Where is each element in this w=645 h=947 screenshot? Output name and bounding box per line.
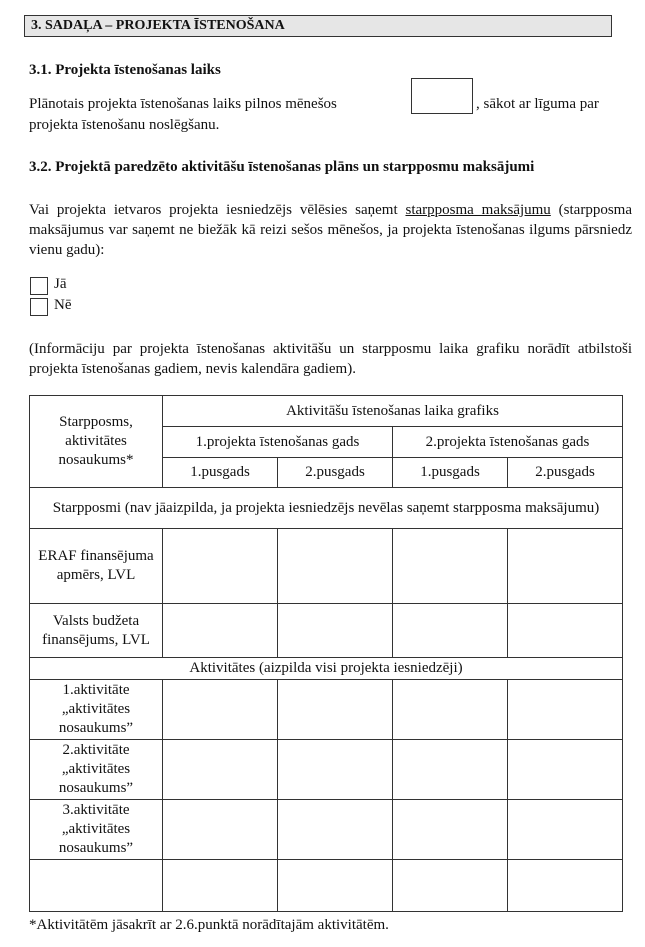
- table-cell[interactable]: [508, 800, 623, 860]
- table-cell[interactable]: [393, 800, 508, 860]
- duration-text-before: Plānotais projekta īstenošanas laiks pilnos mēnešos: [29, 96, 337, 112]
- half-year-header: 1.pusgads: [163, 458, 278, 488]
- aktivitates-header: Aktivitātes (aizpilda visi projekta iesniedzēji): [30, 658, 623, 680]
- grafiks-header: Aktivitāšu īstenošanas laika grafiks: [163, 396, 623, 427]
- checkbox-ja[interactable]: [30, 277, 48, 295]
- table-cell[interactable]: [508, 860, 623, 912]
- table-cell[interactable]: [163, 604, 278, 658]
- payment-question: Vai projekta ietvaros projekta iesniedzējs vēlēsies saņemt starpposma maksājumu (starpposma maksājumus var saņemt ne biežāk kā reizi sešos mēnešos, ja projekta īstenošanas ilgums pārsniedz vienu gadu):: [29, 202, 632, 258]
- table-cell[interactable]: [393, 529, 508, 604]
- half-year-header: 2.pusgads: [278, 458, 393, 488]
- footnote: *Aktivitātēm jāsakrīt ar 2.6.punktā norādītajām aktivitātēm.: [29, 917, 389, 933]
- row-label-eraf: ERAF finansējuma apmērs, LVL: [30, 529, 163, 604]
- row-label-activity-2: 2.aktivitāte „aktivitātes nosaukums”: [30, 740, 163, 800]
- half-year-header: 1.pusgads: [393, 458, 508, 488]
- duration-text-line2: projekta īstenošanu noslēgšanu.: [29, 117, 220, 133]
- year2-header: 2.projekta īstenošanas gads: [393, 427, 623, 458]
- table-cell[interactable]: [163, 529, 278, 604]
- table-cell[interactable]: [278, 800, 393, 860]
- payment-question-underlined: starpposma maksājumu: [405, 202, 551, 218]
- info-paragraph: (Informāciju par projekta īstenošanas aktivitāšu un starpposmu laika grafiku norādīt atbilstoši projekta īstenošanas gadiem, nevis kalendāra gadiem).: [29, 341, 632, 377]
- table-cell[interactable]: [393, 604, 508, 658]
- table-cell[interactable]: [163, 860, 278, 912]
- row-label-activity-1: 1.aktivitāte „aktivitātes nosaukums”: [30, 680, 163, 740]
- table-cell[interactable]: [508, 740, 623, 800]
- heading-3-1: 3.1. Projekta īstenošanas laiks: [29, 62, 221, 78]
- table-cell[interactable]: [508, 529, 623, 604]
- table-cell[interactable]: [393, 860, 508, 912]
- table-cell[interactable]: [278, 604, 393, 658]
- schedule-table: [29, 395, 623, 912]
- months-input[interactable]: [411, 78, 473, 114]
- table-cell[interactable]: [393, 680, 508, 740]
- duration-text-after: , sākot ar līguma par: [476, 96, 599, 112]
- row-label-activity-3: 3.aktivitāte „aktivitātes nosaukums”: [30, 800, 163, 860]
- table-cell[interactable]: [278, 680, 393, 740]
- table-cell[interactable]: [163, 740, 278, 800]
- col-header-activity: Starpposms, aktivitātes nosaukums*: [30, 396, 163, 488]
- section-title: 3. SADAĻA – PROJEKTA ĪSTENOŠANA: [24, 15, 612, 37]
- checkbox-ja-label: Jā: [54, 276, 67, 292]
- year1-header: 1.projekta īstenošanas gads: [163, 427, 393, 458]
- starpposmi-header: Starpposmi (nav jāaizpilda, ja projekta iesniedzējs nevēlas saņemt starpposma maksājumu): [30, 488, 623, 529]
- table-cell[interactable]: [163, 800, 278, 860]
- table-cell[interactable]: [163, 680, 278, 740]
- checkbox-ne[interactable]: [30, 298, 48, 316]
- half-year-header: 2.pusgads: [508, 458, 623, 488]
- table-cell[interactable]: [278, 529, 393, 604]
- row-label-budget: Valsts budžeta finansējums, LVL: [30, 604, 163, 658]
- table-cell[interactable]: [508, 604, 623, 658]
- table-cell[interactable]: [278, 740, 393, 800]
- table-cell[interactable]: [393, 740, 508, 800]
- row-label-empty[interactable]: [30, 860, 163, 912]
- table-cell[interactable]: [278, 860, 393, 912]
- table-cell[interactable]: [508, 680, 623, 740]
- heading-3-2: 3.2. Projektā paredzēto aktivitāšu īstenošanas plāns un starpposmu maksājumi: [29, 159, 535, 175]
- checkbox-ne-label: Nē: [54, 297, 72, 313]
